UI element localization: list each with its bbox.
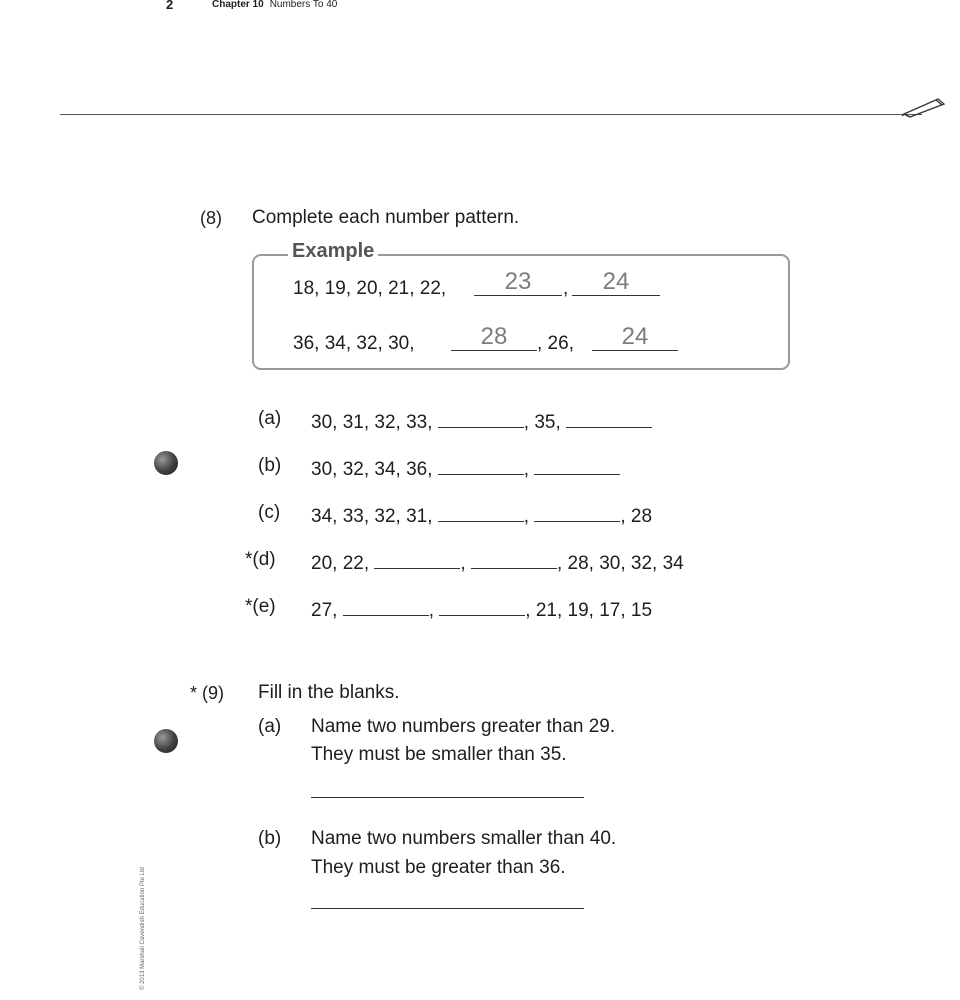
q9-part-a-answer-line[interactable] (311, 797, 584, 798)
part-a-sequence (311, 408, 652, 434)
copyright-notice: © 2013 Marshall Cavendish Education Pte Ltd (140, 867, 146, 990)
example-row-2-blank-1 (451, 350, 537, 351)
part-d-star: * (245, 549, 253, 570)
part-c-text-1: 34, 33, 32, 31, (311, 506, 433, 527)
example-row-2-blank-2 (592, 350, 678, 351)
example-row-2-answer-2: 24 (621, 323, 649, 350)
example-row-2-answer-1: 28 (480, 323, 508, 350)
q9-number-text: (9) (202, 683, 225, 703)
part-c-sequence (311, 502, 652, 528)
part-e-label-text: (e) (252, 596, 276, 617)
part-d-text-1: 20, 22, (311, 553, 370, 574)
q9-part-a-label: (a) (258, 716, 282, 737)
example-row-1-blank-2 (572, 295, 660, 296)
part-b-text-2: , (523, 459, 530, 480)
part-d-label-text: (d) (252, 549, 276, 570)
part-a-blank-1[interactable] (438, 408, 524, 428)
part-d-sequence (311, 549, 684, 575)
part-b-blank-1[interactable] (438, 455, 524, 475)
q9-part-a-line-1: Name two numbers greater than 29. (311, 716, 616, 737)
part-c-blank-2[interactable] (534, 502, 620, 522)
part-c-blank-1[interactable] (438, 502, 524, 522)
bullet-dot (154, 451, 178, 475)
part-e-text-2: , (428, 600, 434, 621)
part-e-sequence (311, 596, 652, 622)
part-b-sequence (311, 455, 620, 481)
part-b-blank-2[interactable] (534, 455, 620, 475)
part-d-text-3: , 28, 30, 32, 34 (556, 553, 684, 574)
example-row-1-comma: , (563, 278, 569, 299)
q9-number (190, 683, 224, 704)
part-e-blank-2[interactable] (439, 596, 525, 616)
part-e-text-3: , 21, 19, 17, 15 (525, 600, 653, 621)
header-rule (60, 114, 922, 115)
q9-part-b-line-2: They must be greater than 36. (311, 857, 566, 878)
part-e-blank-1[interactable] (343, 596, 429, 616)
example-row-2-sequence: 36, 34, 32, 30, (293, 333, 415, 354)
q9-star: * (190, 683, 198, 703)
chapter-title: Numbers To 40 (269, 0, 338, 10)
pencil-icon (900, 96, 948, 118)
bullet-dot (154, 729, 178, 753)
q9-part-b-label: (b) (258, 828, 282, 849)
example-row-1-answer-1: 23 (504, 268, 532, 295)
part-b-label: (b) (258, 455, 282, 476)
part-d-label (245, 549, 276, 571)
q9-instruction: Fill in the blanks. (258, 682, 400, 703)
part-a-blank-2[interactable] (566, 408, 652, 428)
example-row-1-blank-1 (474, 295, 562, 296)
part-a-label: (a) (258, 408, 282, 429)
part-c-text-3: , 28 (620, 506, 653, 527)
part-d-blank-2[interactable] (471, 549, 557, 569)
part-d-text-2: , (460, 553, 466, 574)
part-e-star: * (245, 596, 253, 617)
q8-number: (8) (200, 208, 222, 228)
example-label: Example (288, 240, 378, 263)
part-e-text-1: 27, (311, 600, 338, 621)
chapter-heading (212, 0, 337, 10)
q9-part-a-line-2: They must be smaller than 35. (311, 744, 567, 765)
example-row-1-answer-2: 24 (602, 268, 630, 295)
chapter-label: Chapter 10 (212, 0, 264, 10)
part-c-text-2: , (523, 506, 530, 527)
q8-instruction: Complete each number pattern. (252, 207, 520, 228)
part-d-blank-1[interactable] (374, 549, 460, 569)
part-c-label: (c) (258, 502, 281, 523)
q9-part-b-answer-line[interactable] (311, 908, 584, 909)
example-row-1-sequence: 18, 19, 20, 21, 22, (293, 278, 447, 299)
part-a-text-1: 30, 31, 32, 33, (311, 412, 433, 433)
part-e-label (245, 596, 276, 618)
part-a-text-2: , 35, (523, 412, 561, 433)
part-b-text-1: 30, 32, 34, 36, (311, 459, 433, 480)
page-number: 2 (166, 0, 174, 12)
example-row-2-middle: , 26, (537, 333, 574, 354)
q9-part-b-line-1: Name two numbers smaller than 40. (311, 828, 617, 849)
